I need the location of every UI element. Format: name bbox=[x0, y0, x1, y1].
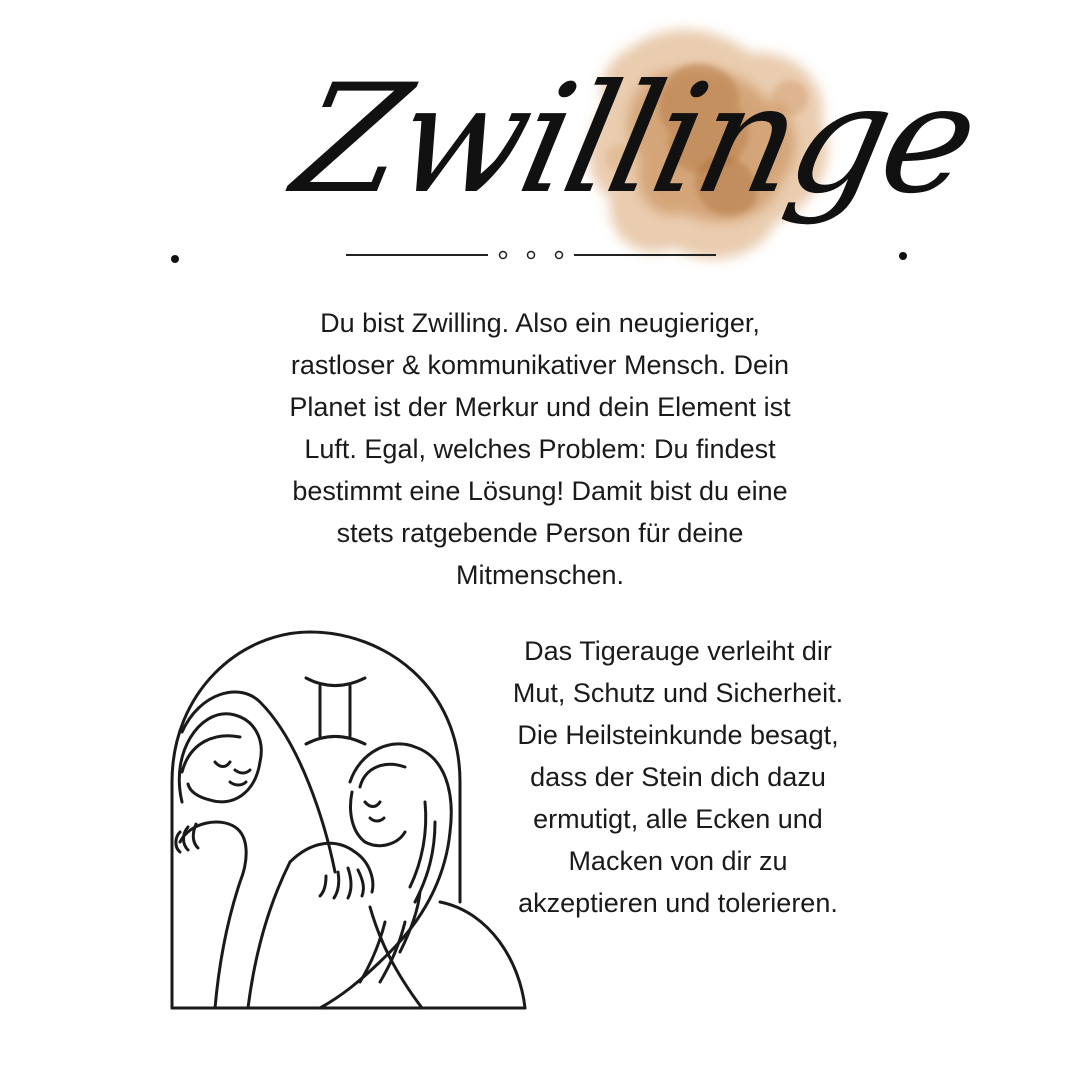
decorative-dot-left bbox=[171, 255, 179, 263]
intro-paragraph: Du bist Zwilling. Also ein neugieriger, rastloser & kommunikativer Mensch. Dein Planet ist der Merkur und dein Element ist Luft. Egal, welches Problem: Du findest bestimmt eine Lösung! Damit bist du eine stets ratgebende Person für deine Mitmenschen. bbox=[289, 308, 791, 590]
gemini-symbol-icon bbox=[306, 678, 365, 744]
stone-paragraph: Das Tigerauge verleiht dir Mut, Schutz und Sicherheit. Die Heilsteinkunde besagt, dass der Stein dich dazu ermutigt, alle Ecken und Macken von dir zu akzeptieren und tolerieren. bbox=[512, 636, 844, 918]
decorative-dot-right bbox=[899, 252, 907, 260]
ornamental-divider bbox=[340, 244, 720, 266]
twins-illustration bbox=[160, 622, 540, 1022]
page-title: Zwillinge bbox=[281, 53, 989, 227]
arch-outline bbox=[172, 632, 460, 1008]
